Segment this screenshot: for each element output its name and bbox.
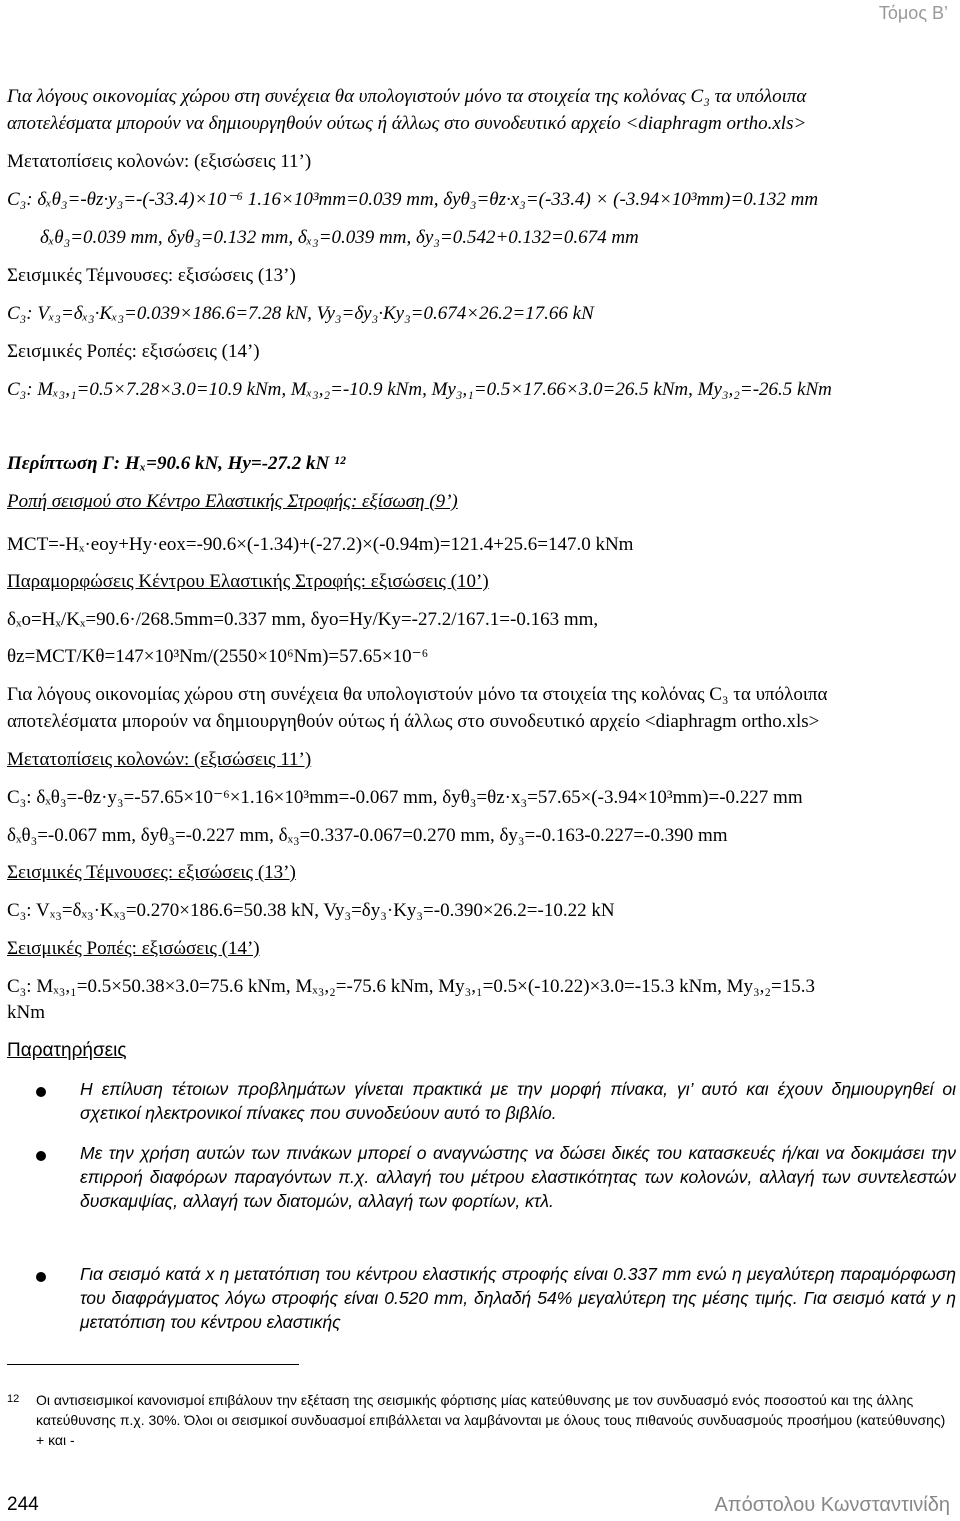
paragraph-line: Για λόγους οικονομίας χώρου στη συνέχεια θα υπολογιστούν μόνο τα στοιχεία της κολόνας C₃ τα υπόλοιπα [7, 684, 828, 705]
equation-line: MCT=-Hₓ·eoy+Hy·eox=-90.6×(-1.34)+(-27.2)×(-0.94m)=121.4+25.6=147.0 kNm [7, 534, 634, 555]
footnote-divider [7, 1364, 299, 1365]
section-label: Παραμορφώσεις Κέντρου Ελαστικής Στροφής: εξισώσεις (10’) [7, 571, 489, 592]
note-item: Η επίλυση τέτοιων προβλημάτων γίνεται πρακτικά με την μορφή πίνακα, γι’ αυτό και έχουν δημιουργηθεί οι σχετικοί ηλεκτρονικοί πίνακες που συνοδεύουν αυτό το βιβλίο. [80, 1079, 956, 1123]
equation-line: C₃: δₓθ₃=-θz·y₃=-57.65×10⁻⁶×1.16×10³mm=-0.067 mm, δyθ₃=θz·x₃=57.65×(-3.94×10³mm)=-0.227 mm [7, 787, 803, 808]
footnote-number: 12 [7, 1393, 20, 1405]
section-label: Μετατοπίσεις κολονών: (εξισώσεις 11’) [7, 151, 312, 172]
equation-line: θz=MCT/Kθ=147×10³Nm/(2550×10⁶Nm)=57.65×10⁻⁶ [7, 646, 429, 667]
bullet-icon [36, 1272, 46, 1282]
equation-line: C₃: Mₓ₃,₁=0.5×50.38×3.0=75.6 kNm, Mₓ₃,₂=-75.6 kNm, My₃,₁=0.5×(-10.22)×3.0=-15.3 kNm, My₃,₂=15.3 [7, 976, 815, 997]
bullet-icon [36, 1151, 46, 1161]
equation-line: kNm [7, 1002, 45, 1023]
equation-line: δₓθ₃=0.039 mm, δyθ₃=0.132 mm, δₓ₃=0.039 mm, δy₃=0.542+0.132=0.674 mm [40, 227, 639, 248]
running-footer-author: Απόστολου Κωνσταντινίδη [714, 1494, 950, 1516]
case-heading: Περίπτωση Γ: Hₓ=90.6 kN, Hy=-27.2 kN ¹² [7, 453, 346, 474]
equation-line: C₃: Mₓ₃,₁=0.5×7.28×3.0=10.9 kNm, Mₓ₃,₂=-10.9 kNm, My₃,₁=0.5×17.66×3.0=26.5 kNm, My₃,₂=-26.5 kNm [7, 379, 832, 400]
note-item: Για σεισμό κατά x η μετατόπιση του κέντρου ελαστικής στροφής είναι 0.337 mm ενώ η μεγαλύτερη παραμόρφωση του διαφράγματος λόγω στροφής είναι 0.520 mm, δηλαδή 54% μεγαλύτερη της μέσης τιμής. Για σεισμό κατά y η μετατόπιση του κέντρου ελαστικής [80, 1264, 956, 1332]
bullet-icon [36, 1087, 46, 1097]
section-label: Μετατοπίσεις κολονών: (εξισώσεις 11’) [7, 749, 312, 770]
notes-heading: Παρατηρήσεις [7, 1040, 127, 1061]
equation-line: C₃: Vₓ₃=δₓ₃·Kₓ₃=0.039×186.6=7.28 kN, Vy₃=δy₃·Ky₃=0.674×26.2=17.66 kN [7, 303, 594, 324]
footnote-text: Οι αντισεισμικοί κανονισμοί επιβάλουν την εξέταση της σεισμικής φόρτισης μίας κατεύθυνσης με τον συνδυασμό ενός ποσοστού και της άλλης κατεύθυνσης π.χ. 30%. Όλοι οι σεισμικοί συνδυασμοί επιβάλλεται να λαμβάνονται με όλους τους πιθανούς συνδυασμούς προσήμου (κατεύθυνσης) + και - [36, 1392, 946, 1448]
equation-line: C₃: δₓθ₃=-θz·y₃=-(-33.4)×10⁻⁶ 1.16×10³mm=0.039 mm, δyθ₃=θz·x₃=(-33.4) × (-3.94×10³mm)=0.132 mm [7, 189, 819, 210]
equation-line: δₓθ₃=-0.067 mm, δyθ₃=-0.227 mm, δₓ₃=0.337-0.067=0.270 mm, δy₃=-0.163-0.227=-0.390 mm [7, 825, 728, 846]
section-label: Σεισμικές Τέμνουσες: εξισώσεις (13’) [7, 862, 296, 883]
note-item: Με την χρήση αυτών των πινάκων μπορεί ο αναγνώστης να δώσει δικές του κατασκευές ή/και να δοκιμάσει την επιρροή διαφόρων παραγόντων π.χ. αλλαγή του μέτρου ελαστικότητας των κολονών, αλλαγή των συντελεστών δυσκαμψίας, αλλαγή των διατομών, αλλαγή των φορτίων, κτλ. [80, 1143, 956, 1211]
paragraph-line: αποτελέσματα μπορούν να δημιουργηθούν ούτως ή άλλως στο συνοδευτικό αρχείο <diaphragm ortho.xls> [7, 113, 807, 134]
section-label: Ροπή σεισμού στο Κέντρο Ελαστικής Στροφής: εξίσωση (9’) [7, 491, 458, 512]
section-label: Σεισμικές Ροπές: εξισώσεις (14’) [7, 938, 260, 959]
section-label: Σεισμικές Ροπές: εξισώσεις (14’) [7, 341, 260, 362]
equation-line: C₃: Vₓ₃=δₓ₃·Kₓ₃=0.270×186.6=50.38 kN, Vy₃=δy₃·Ky₃=-0.390×26.2=-10.22 kN [7, 900, 615, 921]
equation-line: δₓo=Hₓ/Kₓ=90.6·/268.5mm=0.337 mm, δyo=Hy/Ky=-27.2/167.1=-0.163 mm, [7, 609, 599, 630]
paragraph-line: Για λόγους οικονομίας χώρου στη συνέχεια θα υπολογιστούν μόνο τα στοιχεία της κολόνας C₃ τα υπόλοιπα [7, 86, 807, 107]
section-label: Σεισμικές Τέμνουσες: εξισώσεις (13’) [7, 265, 296, 286]
page-number: 244 [7, 1494, 39, 1515]
paragraph-line: αποτελέσματα μπορούν να δημιουργηθούν ούτως ή άλλως στο συνοδευτικό αρχείο <diaphragm ortho.xls> [7, 711, 820, 732]
running-header: Τόμος Β’ [878, 3, 948, 23]
